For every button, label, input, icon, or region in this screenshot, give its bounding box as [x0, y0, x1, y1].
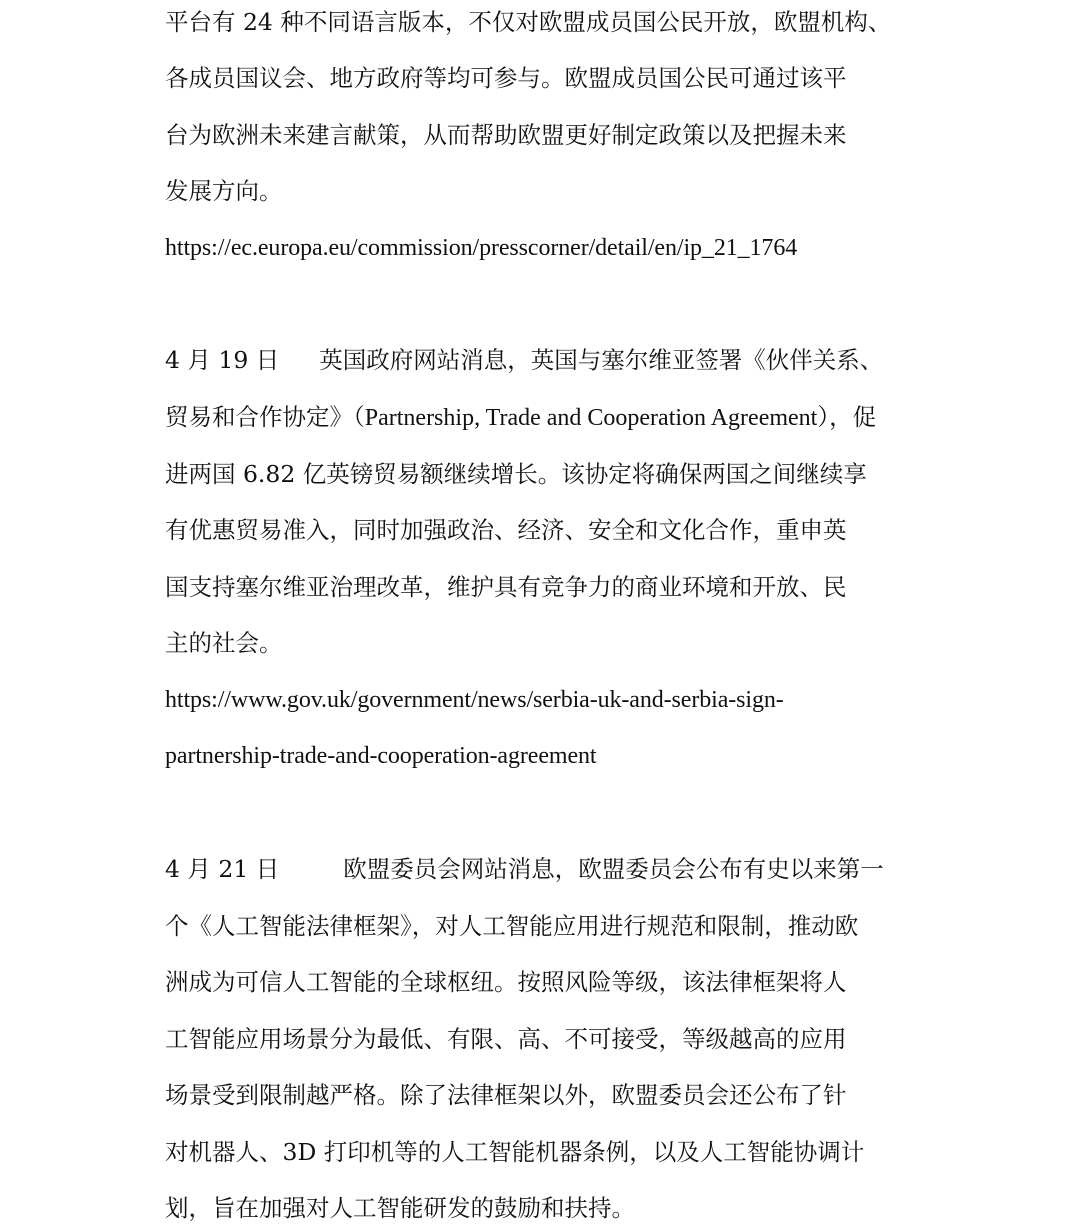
source-url[interactable]: partnership-trade-and-cooperation-agreement — [165, 743, 597, 769]
paragraph-line: 进两国 6.82 亿英镑贸易额继续增长。该协定将确保两国之间继续享 — [165, 460, 867, 488]
paragraph-line: 发展方向。 — [165, 177, 283, 205]
entry-text: 英国政府网站消息，英国与塞尔维亚签署《伙伴关系、 — [319, 346, 884, 374]
paragraph-line: 场景受到限制越严格。除了法律框架以外，欧盟委员会还公布了针 — [165, 1081, 847, 1109]
paragraph-line: 个《人工智能法律框架》，对人工智能应用进行规范和限制，推动欧 — [165, 912, 859, 940]
entry-first-line — [165, 849, 945, 889]
agreement-name: Partnership, Trade and Cooperation Agreement — [364, 405, 818, 431]
paragraph-line: 台为欧洲未来建言献策，从而帮助欧盟更好制定政策以及把握未来 — [165, 121, 847, 149]
entry-first-line — [165, 340, 945, 380]
line-cn-end: ），促 — [817, 403, 877, 431]
paragraph-line: 工智能应用场景分为最低、有限、高、不可接受，等级越高的应用 — [165, 1025, 847, 1053]
paragraph-line: 平台有 24 种不同语言版本，不仅对欧盟成员国公民开放，欧盟机构、 — [165, 8, 892, 36]
paragraph-line — [165, 397, 945, 437]
paragraph-line: 主的社会。 — [165, 629, 283, 657]
paragraph-line: 对机器人、3D 打印机等的人工智能机器条例，以及人工智能协调计 — [165, 1138, 865, 1166]
entry-date: 4 月 19 日 — [165, 346, 280, 374]
source-url[interactable]: https://www.gov.uk/government/news/serbia-uk-and-serbia-sign- — [165, 687, 784, 713]
entry-date: 4 月 21 日 — [165, 855, 280, 883]
paragraph-line: 国支持塞尔维亚治理改革，维护具有竞争力的商业环境和开放、民 — [165, 573, 847, 601]
paragraph-line: 划，旨在加强对人工智能研发的鼓励和扶持。 — [165, 1194, 635, 1222]
paragraph-line: 各成员国议会、地方政府等均可参与。欧盟成员国公民可通过该平 — [165, 64, 847, 92]
line-cn-start: 贸易和合作协定》（ — [165, 403, 365, 431]
paragraph-line: 有优惠贸易准入，同时加强政治、经济、安全和文化合作，重申英 — [165, 516, 847, 544]
source-url[interactable]: https://ec.europa.eu/commission/presscorner/detail/en/ip_21_1764 — [165, 235, 798, 261]
paragraph-line: 洲成为可信人工智能的全球枢纽。按照风险等级，该法律框架将人 — [165, 968, 847, 996]
entry-text: 欧盟委员会网站消息，欧盟委员会公布有史以来第一 — [343, 855, 884, 883]
